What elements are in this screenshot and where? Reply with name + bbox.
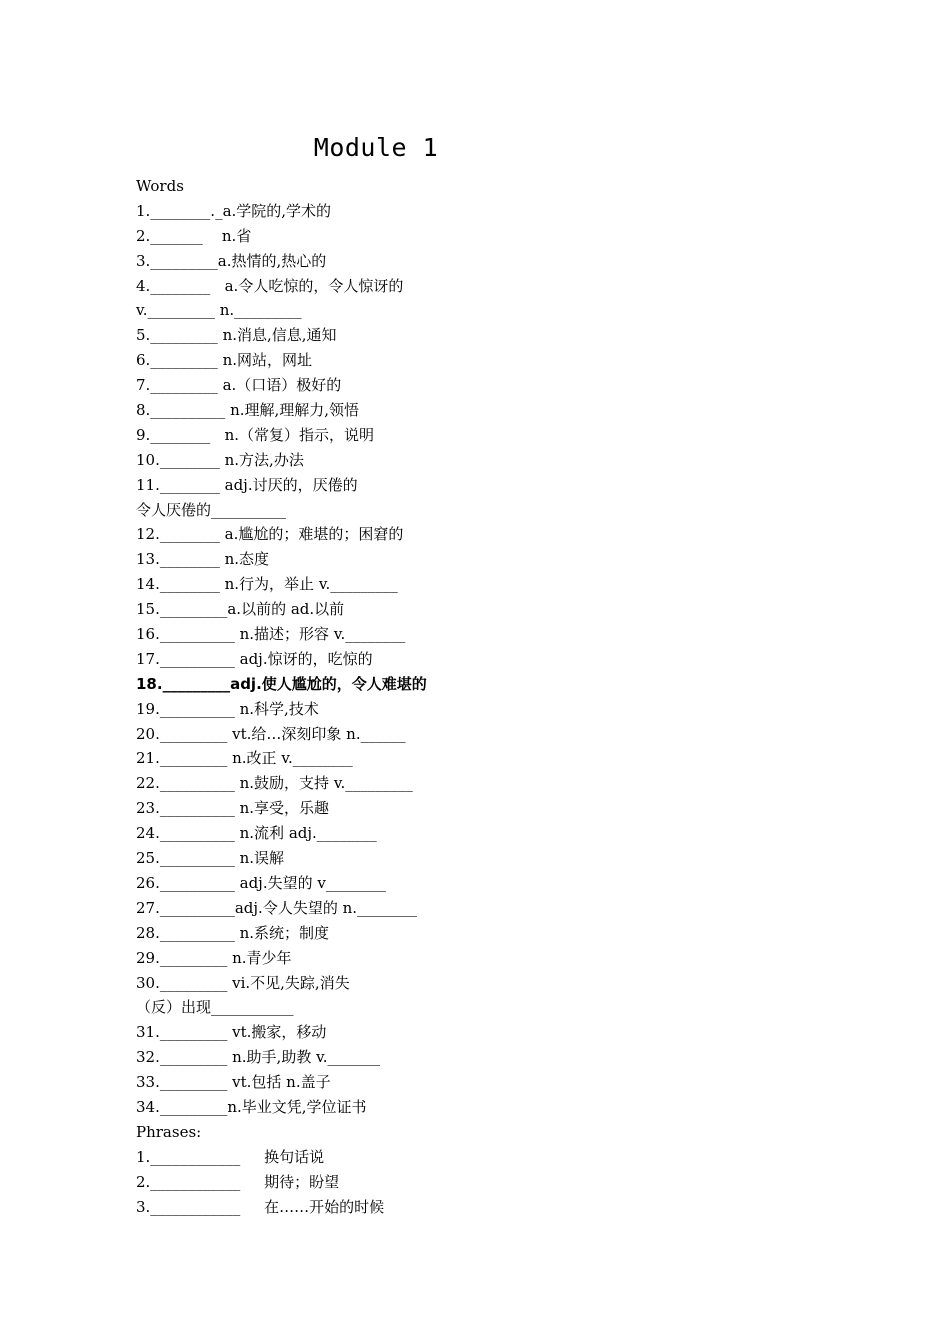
list-item: 32._________ n.助手,助教 v._______ bbox=[136, 1048, 381, 1067]
list-item: 22.__________ n.鼓励，支持 v._________ bbox=[136, 774, 413, 793]
list-item: 1.________._a.学院的,学术的 bbox=[136, 201, 332, 220]
list-item: 2.____________ 期待；盼望 bbox=[136, 1172, 340, 1191]
section-heading-phrases: Phrases: bbox=[136, 1122, 202, 1141]
list-item: v._________ n._________ bbox=[136, 301, 302, 320]
list-item: 28.__________ n.系统；制度 bbox=[136, 923, 330, 942]
list-item: 30._________ vi.不见,失踪,消失 bbox=[136, 973, 350, 992]
list-item: 10.________ n.方法,办法 bbox=[136, 450, 304, 469]
list-item: 34._________n.毕业文凭,学位证书 bbox=[136, 1097, 367, 1116]
section-heading-words: Words bbox=[136, 177, 184, 195]
list-item: 7._________ a.（口语）极好的 bbox=[136, 376, 342, 395]
list-item: 31._________ vt.搬家，移动 bbox=[136, 1023, 327, 1042]
list-item: 21._________ n.改正 v.________ bbox=[136, 749, 353, 768]
list-item: 13.________ n.态度 bbox=[136, 550, 270, 569]
list-item: 1.____________ 换句话说 bbox=[136, 1147, 325, 1166]
list-item: 18._________adj.使人尴尬的，令人难堪的 bbox=[136, 674, 427, 693]
list-item: 29._________ n.青少年 bbox=[136, 948, 292, 967]
list-item: （反）出现___________ bbox=[136, 998, 294, 1017]
list-item: 24.__________ n.流利 adj.________ bbox=[136, 824, 377, 843]
list-item: 11.________ adj.讨厌的，厌倦的 bbox=[136, 475, 358, 494]
list-item: 19.__________ n.科学,技术 bbox=[136, 699, 319, 718]
list-item: 16.__________ n.描述；形容 v.________ bbox=[136, 625, 406, 644]
list-item: 23.__________ n.享受，乐趣 bbox=[136, 799, 330, 818]
list-item: 25.__________ n.误解 bbox=[136, 849, 285, 868]
page-title: Module 1 bbox=[313, 133, 439, 162]
list-item: 4.________ a.令人吃惊的，令人惊讶的 bbox=[136, 276, 404, 295]
list-item: 5._________ n.消息,信息,通知 bbox=[136, 326, 337, 345]
list-item: 33._________ vt.包括 n.盖子 bbox=[136, 1073, 331, 1092]
list-item: 15._________a.以前的 ad.以前 bbox=[136, 600, 345, 619]
list-item: 14.________ n.行为，举止 v._________ bbox=[136, 575, 398, 594]
list-item: 2._______ n.省 bbox=[136, 226, 252, 245]
list-item: 3.____________ 在……开始的时候 bbox=[136, 1197, 385, 1216]
list-item: 26.__________ adj.失望的 v________ bbox=[136, 873, 386, 892]
list-item: 6._________ n.网站，网址 bbox=[136, 351, 313, 370]
vocabulary-list bbox=[136, 174, 836, 1219]
list-item: 3._________a.热情的,热心的 bbox=[136, 251, 327, 270]
list-item: 8.__________ n.理解,理解力,领悟 bbox=[136, 401, 360, 420]
list-item: 令人厌倦的__________ bbox=[136, 500, 287, 519]
list-item: 17.__________ adj.惊讶的，吃惊的 bbox=[136, 649, 373, 668]
list-item: 12.________ a.尴尬的；难堪的；困窘的 bbox=[136, 525, 404, 544]
list-item: 9.________ n.（常复）指示，说明 bbox=[136, 425, 375, 444]
list-item: 27.__________adj.令人失望的 n.________ bbox=[136, 898, 418, 917]
list-item: 20._________ vt.给…深刻印象 n.______ bbox=[136, 724, 406, 743]
